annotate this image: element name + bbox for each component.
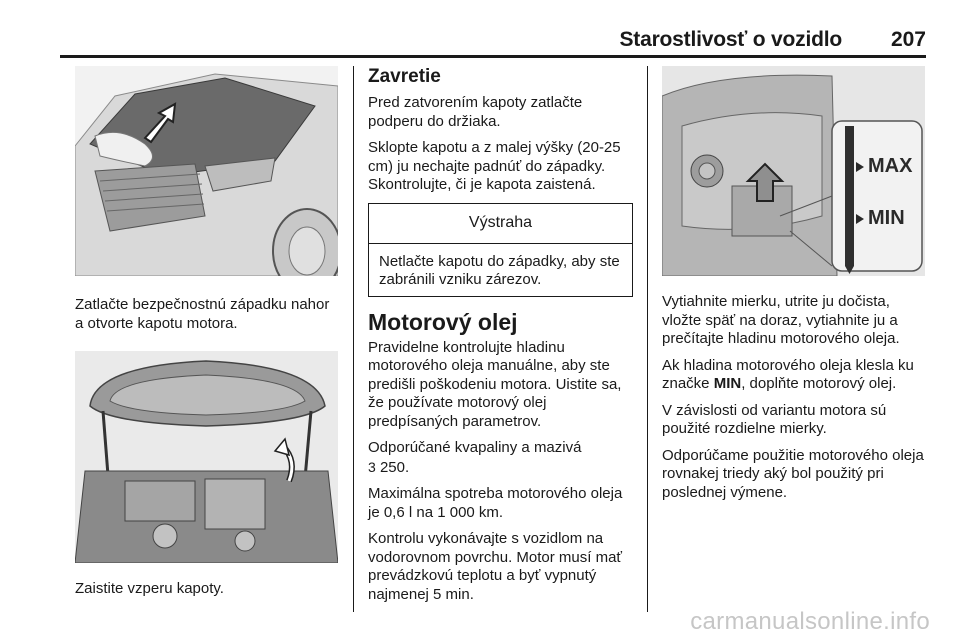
column-left xyxy=(75,66,338,607)
caption-secure-strut: Zaistite vzperu kapoty. xyxy=(75,580,224,597)
page-reference-link[interactable]: 250. xyxy=(379,458,410,476)
engine-oil-paragraph-1: Pravidelne kontrolujte hladinu motorového oleja manuálne, aby ste predišli poškodeniu motora. Uistite sa, že používate motorový olej predpísaných parametrov. xyxy=(368,338,622,430)
engine-oil-heading: Motorový olej xyxy=(368,308,518,335)
recommended-fluids-paragraph xyxy=(368,439,633,477)
closing-paragraph-1: Pred zatvorením kapoty zatlačte podperu do držiaka. xyxy=(368,94,583,130)
page-reference-icon: 3 xyxy=(368,458,376,475)
column-middle xyxy=(368,66,633,612)
car-front-hood-image xyxy=(75,66,338,276)
engine-bay-open-hood-image xyxy=(75,351,338,563)
dipstick-variants-paragraph: V závislosti od variantu motora sú použité rozdielne mierky. xyxy=(662,401,887,437)
column-divider-2 xyxy=(647,66,648,612)
page-title: Starostlivosť o vozidlo xyxy=(619,28,842,51)
oil-consumption-paragraph: Maximálna spotreba motorového oleja je 0,6 l na 1 000 km. xyxy=(368,485,623,521)
min-level-paragraph xyxy=(662,357,926,394)
column-right xyxy=(662,66,926,510)
page-number: 207 xyxy=(890,28,926,51)
closing-paragraph-2: Sklopte kapotu a z malej výšky (20-25 cm) ju nechajte padnúť do západky. Skontrolujte, či je kapota zaistená. xyxy=(368,139,621,193)
dipstick-instructions: Vytiahnite mierku, utrite ju dočista, vložte späť na doraz, vytiahnite ju a prečítajte hladinu motorového oleja. xyxy=(662,293,900,347)
header-rule xyxy=(60,55,926,58)
warning-title: Výstraha xyxy=(369,204,632,244)
hood-latch-illustration xyxy=(75,66,338,276)
page-header xyxy=(60,22,926,58)
caption-open-hood: Zatlačte bezpečnostnú západku nahor a otvorte kapotu motora. xyxy=(75,296,330,332)
dipstick-illustration xyxy=(662,66,925,276)
closing-heading: Zavretie xyxy=(368,66,441,87)
min-label: MIN xyxy=(868,207,905,229)
oil-grade-recommendation: Odporúčame použitie motorového oleja rovnakej triedy aký bol použitý pri poslednej výmene. xyxy=(662,446,924,501)
watermark-text: carmanualsonline.info xyxy=(690,608,930,635)
max-label: MAX xyxy=(868,155,913,177)
warning-text: Netlačte kapotu do západky, aby ste zabránili vzniku zárezov. xyxy=(379,252,620,288)
hood-strut-illustration xyxy=(75,351,338,563)
recommended-fluids-text: Odporúčané kvapaliny a mazivá xyxy=(368,439,582,456)
min-level-text-a: Ak hladina motorového oleja klesla ku značke xyxy=(662,356,914,392)
min-level-text-c: , doplňte motorový olej. xyxy=(741,375,897,392)
min-mark: MIN xyxy=(713,375,742,392)
warning-box xyxy=(368,203,633,297)
check-conditions-paragraph: Kontrolu vykonávajte s vozidlom na vodorovnom povrchu. Motor musí mať prevádzkovú teplotu a byť vypnutý najmenej 5 min. xyxy=(368,530,623,603)
column-divider-1 xyxy=(353,66,354,612)
